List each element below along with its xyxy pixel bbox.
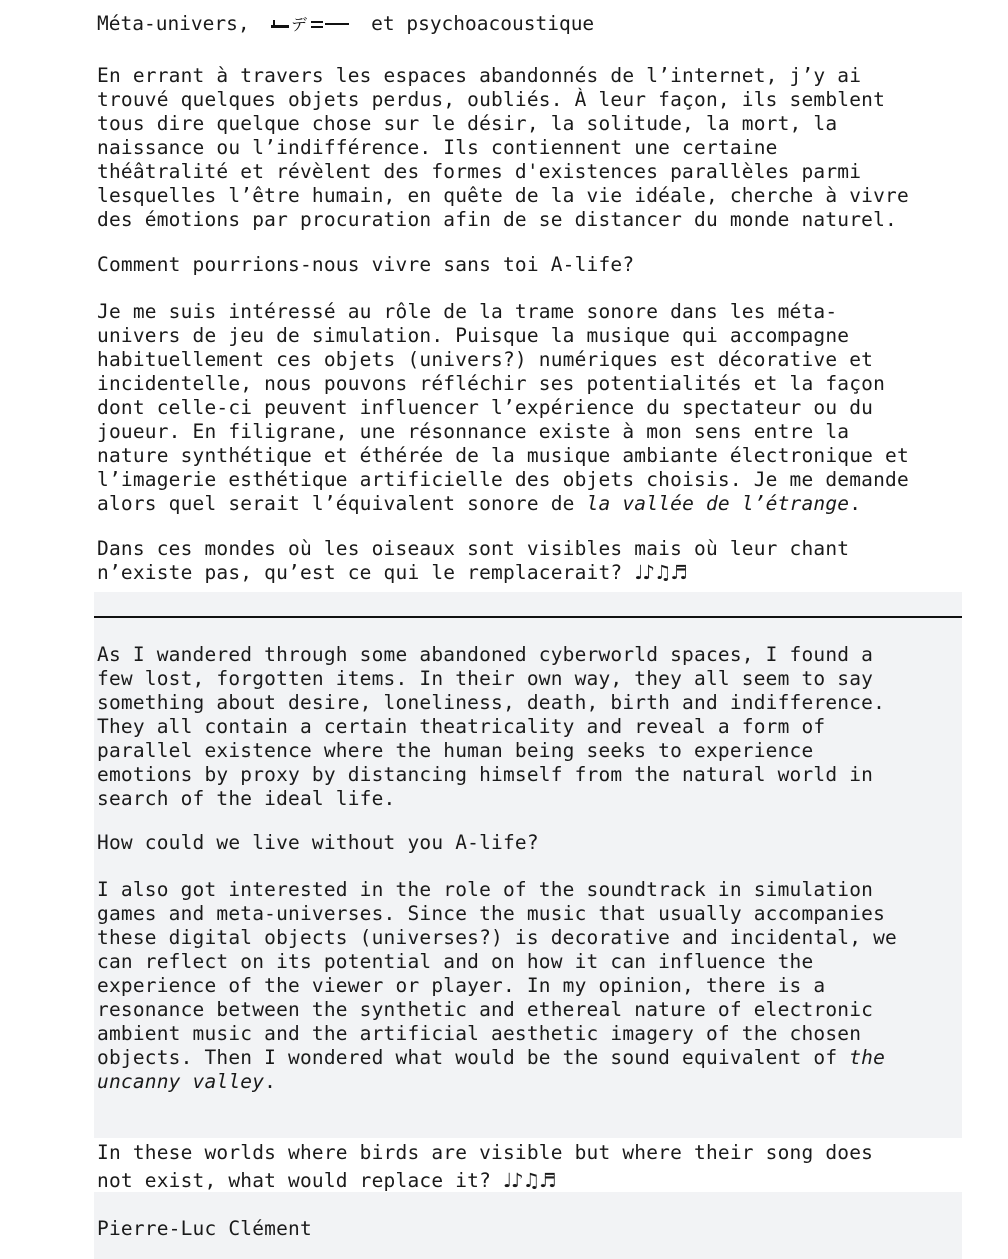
french-paragraph-2: Comment pourrions-nous vivre sans toi A-life? bbox=[97, 253, 635, 276]
section-divider bbox=[94, 616, 962, 618]
french-paragraph-3 bbox=[97, 300, 967, 516]
french-uncanny-valley: la vallée de l’étrange bbox=[586, 492, 850, 515]
english-paragraph-3-text: I also got interested in the role of the soundtrack in simulation games and meta-universes. Since the music that usually accompanies these digital objects (universes?) is decorative and incidental, we can reflect on its potential and on how it can influence the experience of the viewer or player. In my opinion, there is a resonance between the synthetic and ethereal nature of electronic ambient music and the artificial aesthetic imagery of the chosen objects. Then I wondered what would be the sound equivalent of bbox=[97, 878, 897, 1069]
french-paragraph-3-text: Je me suis intéressé au rôle de la trame sonore dans les méta- univers de jeu de simulation. Puisque la musique qui accompagne habituellement ces objets (univers?) numériques est décorative et incidentelle, nous pouvons réfléchir ses potentialités et la façon dont celle-ci peuvent influencer l’expérience du spectateur ou du joueur. En filigrane, une résonnance existe à mon sens entre la nature synthétique et éthérée de la musique ambiante électronique et l’imagerie esthétique artificielle des objets choisis. Je me demande alors quel serait l’équivalent sonore de bbox=[97, 300, 909, 515]
english-paragraph-2: How could we live without you A-life? bbox=[97, 831, 539, 854]
katakana-glyph-art bbox=[271, 14, 349, 34]
music-notes-icon: ♩♪♫♬ bbox=[502, 1169, 556, 1192]
english-paragraph-4-text: In these worlds where birds are visible but where their song does not exist, what would replace it? bbox=[97, 1141, 874, 1192]
english-paragraph-3-end: . bbox=[264, 1070, 277, 1093]
svg-text:デ: デ bbox=[291, 15, 308, 34]
title-suffix: et psychoacoustique bbox=[359, 12, 595, 35]
english-uncanny-valley: the uncanny valley bbox=[97, 1046, 886, 1093]
english-paragraph-1: As I wandered through some abandoned cyberworld spaces, I found a few lost, forgotten items. In their own way, they all seem to say something about desire, loneliness, death, birth and indifference. They all contain a certain theatricality and reveal a form of parallel existence where the human being seeks to experience emotions by proxy by distancing himself from the natural world in search of the ideal life. bbox=[97, 643, 886, 810]
french-paragraph-3-end: . bbox=[849, 492, 862, 515]
english-paragraph-4 bbox=[97, 1139, 967, 1195]
french-paragraph-1: En errant à travers les espaces abandonnés de l’internet, j’y ai trouvé quelques objets perdus, oubliés. À leur façon, ils semblent tous dire quelque chose sur le désir, la solitude, la mort, la naissance ou l’indifférence. Ils contiennent une certaine théâtralité et révèlent des formes d'existences parallèles parmi lesquelles l’être humain, en quête de la vie idéale, cherche à vivre des émotions par procuration afin de se distancer du monde naturel. bbox=[97, 64, 909, 231]
french-paragraph-4-text: Dans ces mondes où les oiseaux sont visibles mais où leur chant n’existe pas, qu’est ce qui le remplacerait? bbox=[97, 537, 850, 584]
author-signature: Pierre-Luc Clément bbox=[97, 1217, 312, 1240]
title-prefix: Méta-univers, bbox=[97, 12, 262, 35]
document-title bbox=[97, 12, 594, 36]
english-paragraph-3 bbox=[97, 878, 967, 1094]
french-paragraph-4 bbox=[97, 537, 967, 585]
section-band-top bbox=[94, 592, 962, 616]
music-notes-icon: ♩♪♫♬ bbox=[634, 561, 687, 584]
